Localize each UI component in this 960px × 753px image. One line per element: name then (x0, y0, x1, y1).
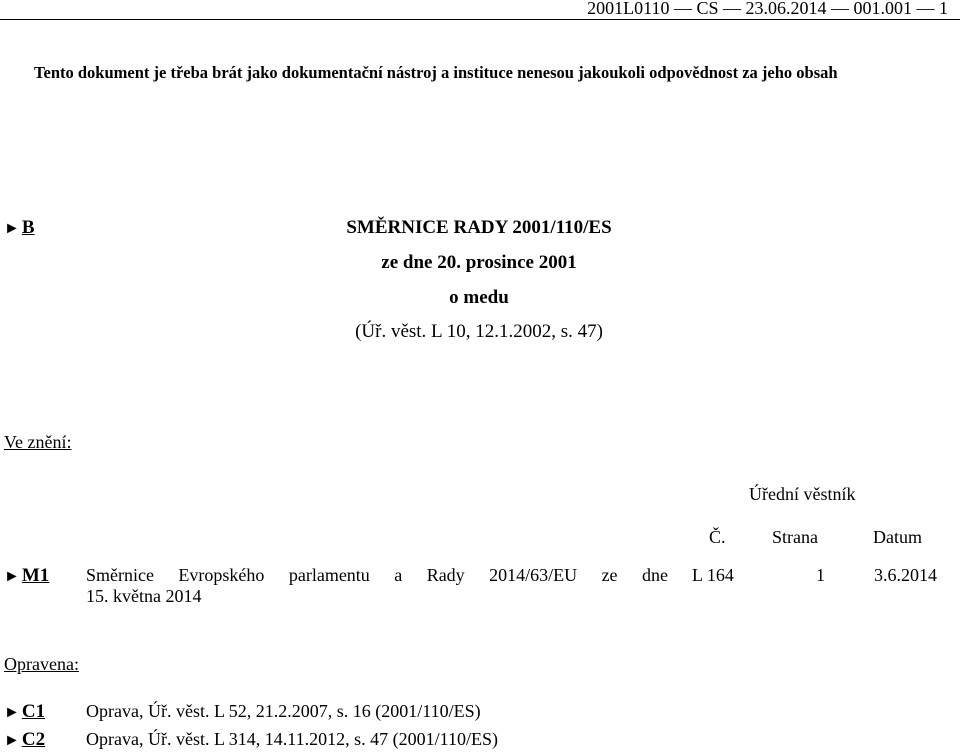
amendment-date: 3.6.2014 (874, 565, 937, 585)
column-number: Č. (709, 527, 726, 547)
word: ze (601, 565, 618, 585)
act-title: SMĚRNICE RADY 2001/110/ES (346, 217, 612, 238)
correction-marker[interactable] (4, 729, 45, 751)
arrow-right-icon: ► (4, 220, 20, 237)
amendment-marker[interactable] (4, 565, 49, 587)
word: 2014/63/EU (489, 565, 578, 585)
act-date: ze dne 20. prosince 2001 (381, 252, 577, 273)
word: Směrnice (86, 565, 154, 585)
word: Rady (426, 565, 465, 585)
word: dne (641, 565, 668, 585)
corrected-by-label: Opravena: (4, 654, 79, 674)
amendment-title-line1 (86, 565, 668, 586)
marker-code[interactable]: M1 (21, 565, 50, 586)
arrow-right-icon: ► (4, 704, 20, 721)
act-subject: o medu (449, 287, 509, 308)
word: Evropského (178, 565, 265, 585)
act-reference: (Úř. věst. L 10, 12.1.2002, s. 47) (355, 321, 603, 342)
amended-by-label: Ve znění: (4, 432, 72, 452)
column-date: Datum (873, 527, 922, 547)
amendment-page: 1 (816, 565, 825, 585)
correction-text: Oprava, Úř. věst. L 52, 21.2.2007, s. 16 (2001/110/ES) (86, 701, 481, 721)
word: parlamentu (288, 565, 370, 585)
amendment-title-line2: 15. května 2014 (86, 586, 202, 606)
arrow-right-icon: ► (4, 732, 20, 749)
correction-marker[interactable] (4, 701, 45, 723)
official-journal-header: Úřední věstník (749, 484, 856, 504)
column-page: Strana (772, 527, 818, 547)
amendment-journal-number: L 164 (692, 565, 734, 585)
arrow-right-icon: ► (4, 568, 20, 585)
marker-code[interactable]: C1 (21, 701, 46, 722)
marker-code[interactable]: C2 (21, 729, 46, 750)
document-id-header: 2001L0110 — CS — 23.06.2014 — 001.001 — 1 (587, 0, 948, 18)
marker-code[interactable]: B (21, 217, 35, 238)
disclaimer-text: Tento dokument je třeba brát jako dokumentační nástroj a instituce nenesou jakoukoli odpovědnost za jeho obsah (34, 63, 838, 82)
word: a (394, 565, 403, 585)
correction-text: Oprava, Úř. věst. L 314, 14.11.2012, s. 47 (2001/110/ES) (86, 729, 498, 749)
